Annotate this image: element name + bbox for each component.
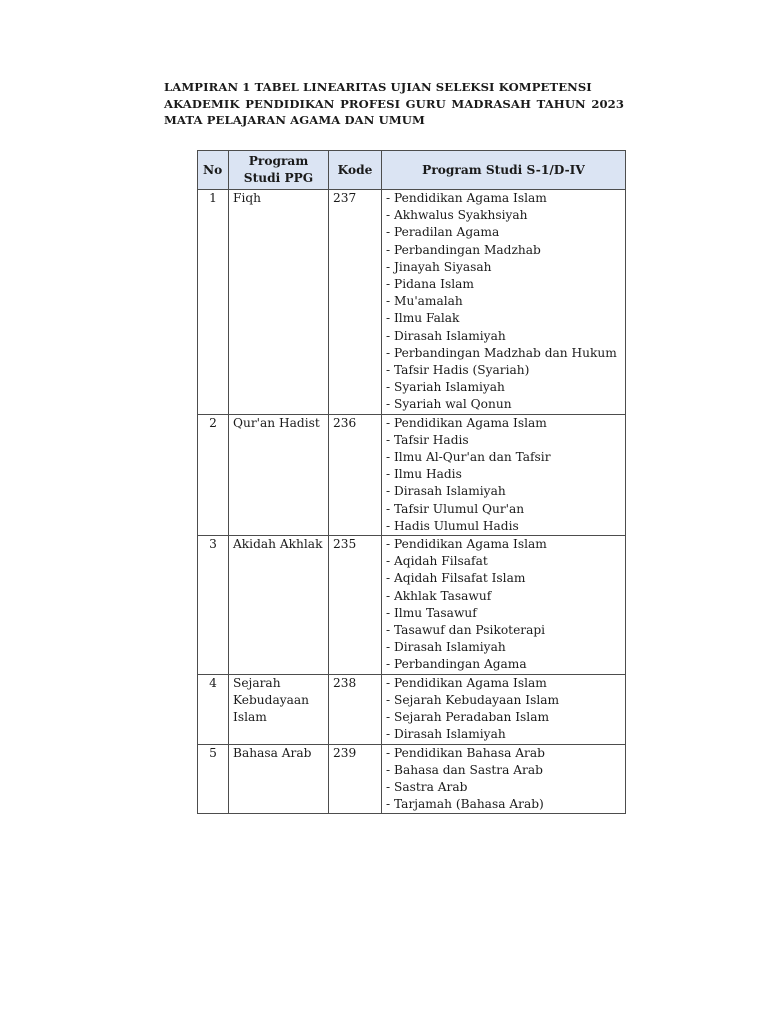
- table-row: [198, 190, 626, 415]
- study-list-cell: [382, 674, 626, 744]
- list-item: - Dirasah Islamiyah: [386, 727, 506, 742]
- row-number: 5: [198, 744, 229, 814]
- list-item: - Syariah wal Qonun: [386, 397, 512, 412]
- title-line-2: AKADEMIK PENDIDIKAN PROFESI GURU MADRASAH TAHUN 2023: [164, 96, 624, 111]
- table-row: [198, 536, 626, 675]
- header-no: No: [198, 151, 229, 190]
- list-item: - Akhlak Tasawuf: [386, 588, 492, 603]
- list-item: - Ilmu Hadis: [386, 467, 462, 482]
- list-item: - Ilmu Al-Qur'an dan Tafsir: [386, 450, 551, 465]
- study-list: [386, 536, 621, 674]
- list-item: - Sejarah Peradaban Islam: [386, 710, 550, 725]
- program-code: 235: [329, 536, 382, 675]
- list-item: - Ilmu Falak: [386, 311, 460, 326]
- header-program-line-1: Program: [248, 154, 309, 168]
- row-number: 1: [198, 190, 229, 415]
- list-item: - Tafsir Hadis: [386, 432, 469, 447]
- list-item: - Dirasah Islamiyah: [386, 484, 506, 499]
- list-item: - Hadis Ulumul Hadis: [386, 518, 519, 533]
- program-ppg: Sejarah Kebudayaan Islam: [229, 674, 329, 744]
- program-code: 236: [329, 414, 382, 535]
- table-row: [198, 674, 626, 744]
- row-number: 2: [198, 414, 229, 535]
- list-item: - Perbandingan Agama: [386, 657, 527, 672]
- list-item: - Pendidikan Agama Islam: [386, 415, 547, 430]
- document-title: [164, 79, 624, 129]
- program-ppg: Akidah Akhlak: [229, 536, 329, 675]
- list-item: - Aqidah Filsafat Islam: [386, 571, 526, 586]
- study-list: [386, 190, 621, 414]
- title-line-1: LAMPIRAN 1 TABEL LINEARITAS UJIAN SELEKSI KOMPETENSI: [164, 80, 592, 94]
- study-list: [386, 745, 621, 814]
- study-list-cell: [382, 190, 626, 415]
- header-program-ppg: [229, 151, 329, 190]
- list-item: - Tarjamah (Bahasa Arab): [386, 797, 544, 812]
- list-item: - Peradilan Agama: [386, 225, 500, 240]
- list-item: - Pendidikan Bahasa Arab: [386, 745, 545, 760]
- list-item: - Perbandingan Madzhab dan Hukum: [386, 345, 617, 360]
- list-item: - Pendidikan Agama Islam: [386, 537, 547, 552]
- list-item: - Dirasah Islamiyah: [386, 640, 506, 655]
- list-item: - Pendidikan Agama Islam: [386, 191, 547, 205]
- list-item: - Pidana Islam: [386, 277, 474, 292]
- program-code: 239: [329, 744, 382, 814]
- study-list-cell: [382, 536, 626, 675]
- header-program-line-2: Studi PPG: [243, 171, 314, 185]
- program-ppg: Qur'an Hadist: [229, 414, 329, 535]
- list-item: - Bahasa dan Sastra Arab: [386, 762, 543, 777]
- study-list: [386, 415, 621, 535]
- list-item: - Ilmu Tasawuf: [386, 605, 477, 620]
- list-item: - Tafsir Hadis (Syariah): [386, 363, 530, 378]
- table-header-row: [198, 151, 626, 190]
- list-item: - Mu'amalah: [386, 294, 463, 309]
- program-code: 238: [329, 674, 382, 744]
- list-item: - Perbandingan Madzhab: [386, 242, 541, 257]
- header-code: Kode: [329, 151, 382, 190]
- program-code: 237: [329, 190, 382, 415]
- list-item: - Dirasah Islamiyah: [386, 328, 506, 343]
- list-item: - Pendidikan Agama Islam: [386, 675, 547, 690]
- program-ppg: Fiqh: [229, 190, 329, 415]
- list-item: - Syariah Islamiyah: [386, 380, 505, 395]
- row-number: 4: [198, 674, 229, 744]
- table-row: [198, 414, 626, 535]
- study-list-cell: [382, 744, 626, 814]
- row-number: 3: [198, 536, 229, 675]
- study-list-cell: [382, 414, 626, 535]
- list-item: - Jinayah Siyasah: [386, 259, 492, 274]
- list-item: - Akhwalus Syakhsiyah: [386, 208, 528, 223]
- list-item: - Tasawuf dan Psikoterapi: [386, 623, 546, 638]
- title-line-3: MATA PELAJARAN AGAMA DAN UMUM: [164, 113, 425, 127]
- list-item: - Tafsir Ulumul Qur'an: [386, 501, 525, 516]
- header-s1-program: Program Studi S-1/D-IV: [382, 151, 626, 190]
- list-item: - Aqidah Filsafat: [386, 554, 488, 569]
- program-ppg: Bahasa Arab: [229, 744, 329, 814]
- list-item: - Sejarah Kebudayaan Islam: [386, 692, 560, 707]
- table-row: [198, 744, 626, 814]
- study-list: [386, 675, 621, 744]
- list-item: - Sastra Arab: [386, 779, 468, 794]
- linearity-table: [197, 150, 626, 814]
